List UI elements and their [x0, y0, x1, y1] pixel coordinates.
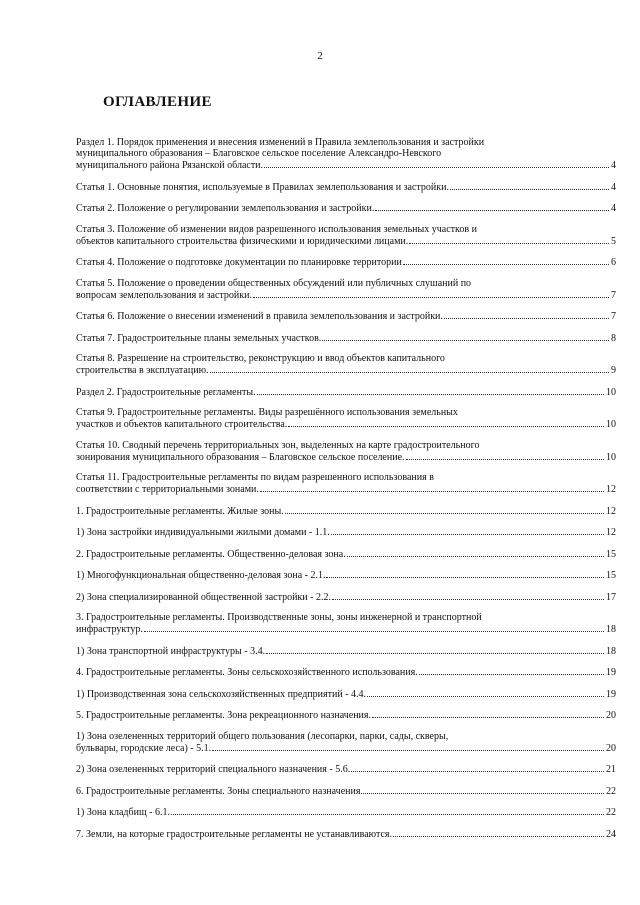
dot-leader [444, 310, 609, 319]
toc-page-number: 20 [606, 742, 616, 754]
toc-entry-leader-line [76, 806, 616, 818]
toc-entry-leader-line [76, 451, 616, 463]
toc-entry-leader-line [76, 289, 616, 301]
toc-entry-leader-line [76, 548, 616, 560]
dot-leader [260, 483, 604, 492]
dot-leader [406, 451, 604, 460]
toc-entry-text: 1) Зона кладбищ - 6.1. [76, 807, 170, 818]
toc-entry-text: 1) Зона транспортной инфраструктуры - 3.4. [76, 645, 266, 657]
toc-entry-text: вопросам землепользования и застройки. [76, 289, 252, 301]
toc-entry-text: участков и объектов капитального строительства. [76, 419, 288, 430]
toc-entry-text: строительства в эксплуатацию. [76, 365, 209, 376]
toc-entry[interactable] [76, 505, 616, 517]
dot-leader [210, 364, 609, 373]
toc-entry-text: Статья 1. Основные понятия, используемые в Правилах землепользования и застройки. [76, 181, 449, 193]
toc-entry-leader-line [76, 828, 616, 840]
toc-entry-text-line: Статья 9. Градостроительные регламенты. Виды разрешённого использования земельных [76, 407, 458, 418]
toc-entry-text: 5. Градостроительные регламенты. Зона рекреационного назначения. [76, 710, 371, 721]
toc-entry[interactable] [76, 137, 616, 171]
toc-page-number: 15 [606, 570, 616, 581]
toc-entry-leader-line [76, 310, 616, 322]
dot-leader [419, 666, 604, 675]
toc-entry-text-line: 3. Градостроительные регламенты. Производственные зоны, зоны инженерной и транспортной [76, 612, 482, 623]
toc-entry[interactable] [76, 386, 616, 398]
toc-entry-text: Статья 4. Положение о подготовке документации по планировке территории [76, 257, 402, 268]
toc-entry-text: муниципального района Рязанской области. [76, 160, 264, 171]
toc-entry-text: соответствии с территориальными зонами. [76, 484, 259, 495]
toc-page-number: 6 [611, 257, 616, 268]
toc-entry[interactable] [76, 181, 616, 193]
toc-entry-text: Статья 6. Положение о внесении изменений в правила землепользования и застройки. [76, 311, 443, 322]
toc-entry[interactable] [76, 806, 616, 818]
toc-page-number: 20 [606, 710, 616, 721]
toc-entry-text: инфраструктур. [76, 624, 143, 635]
toc-entry-text: 1) Производственная зона сельскохозяйственных предприятий - 4.4. [76, 688, 367, 700]
dot-leader [332, 591, 604, 600]
toc-page-number: 4 [611, 160, 616, 171]
dot-leader [171, 806, 604, 815]
toc-entry-text: 6. Градостроительные регламенты. Зоны специального назначения [76, 785, 361, 797]
toc-entry-text: 1) Зона застройки индивидуальными жилыми домами - 1.1. [76, 527, 330, 538]
toc-page-number: 18 [606, 645, 616, 657]
dot-leader [393, 828, 604, 837]
toc-entry-leader-line [76, 742, 616, 754]
dot-leader [450, 181, 609, 190]
toc-page-number: 22 [606, 807, 616, 818]
toc-entry-text: Раздел 2. Градостроительные регламенты. [76, 386, 256, 398]
toc-entry-text: 2) Зона озелененных территорий специального назначения - 5.6. [76, 764, 351, 775]
toc-page-number: 9 [611, 365, 616, 376]
toc-entry[interactable] [76, 256, 616, 268]
toc-entry-text-line: Статья 8. Разрешение на строительство, реконструкцию и ввод объектов капитального [76, 353, 445, 364]
dot-leader [264, 159, 609, 168]
toc-page-number: 17 [606, 591, 616, 603]
toc-entry[interactable] [76, 763, 616, 775]
dot-leader [285, 505, 604, 514]
toc-page-number: 19 [606, 667, 616, 678]
toc-entry[interactable] [76, 731, 616, 754]
toc-entry-leader-line [76, 709, 616, 721]
toc-entry-leader-line [76, 181, 616, 193]
dot-leader [212, 742, 604, 751]
toc-entry-text-line: Статья 10. Сводный перечень территориальных зон, выделенных на карте градостроительного [76, 439, 480, 451]
toc-entry[interactable] [76, 526, 616, 538]
toc-page-number: 8 [611, 332, 616, 344]
toc-entry[interactable] [76, 612, 616, 635]
dot-leader [266, 645, 604, 654]
toc-entry-text: 4. Градостроительные регламенты. Зоны сельскохозяйственного использования. [76, 667, 418, 678]
toc-page-number: 12 [606, 505, 616, 517]
toc-entry-text: бульвары, городские леса) - 5.1. [76, 742, 212, 754]
toc-entry[interactable] [76, 407, 616, 430]
dot-leader [361, 785, 604, 794]
toc-entry-text-line: Статья 3. Положение об изменении видов разрешенного использования земельных участков и [76, 223, 477, 235]
toc-entry[interactable] [76, 828, 616, 840]
toc-entry-text: Статья 2. Положение о регулировании землепользования и застройки. [76, 203, 375, 214]
toc-title: ОГЛАВЛЕНИЕ [103, 94, 212, 110]
toc-entry[interactable] [76, 785, 616, 797]
toc-entry[interactable] [76, 666, 616, 678]
toc-page-number: 22 [606, 785, 616, 797]
toc-entry-text-line: Раздел 1. Порядок применения и внесения изменений в Правила землепользования и застройки [76, 137, 485, 148]
page-number: 2 [317, 50, 323, 62]
toc-entry-text-line: муниципального образования – Благовское сельское поселение Александро-Невского [76, 148, 442, 159]
toc-entry[interactable] [76, 224, 616, 247]
dot-leader [144, 623, 604, 632]
toc-entry-text: зонирования муниципального образования – Благовское сельское поселение. [76, 451, 405, 463]
dot-leader [409, 235, 609, 244]
toc-entry-text: 2) Зона специализированной общественной застройки - 2.2. [76, 591, 331, 603]
toc-page-number: 12 [606, 527, 616, 538]
toc-entry[interactable] [76, 310, 616, 322]
toc-entry-leader-line [76, 159, 616, 171]
dot-leader [331, 526, 604, 535]
toc-page-number: 18 [606, 624, 616, 635]
toc-page-number: 12 [606, 484, 616, 495]
toc-entry[interactable] [76, 569, 616, 581]
toc-entry-leader-line [76, 202, 616, 214]
toc-entry[interactable] [76, 202, 616, 214]
dot-leader [403, 256, 609, 265]
toc-entry-text: Статья 7. Градостроительные планы земельных участков. [76, 332, 322, 344]
toc-entry-leader-line [76, 688, 616, 700]
toc-page-number: 21 [606, 764, 616, 775]
toc-entry-leader-line [76, 666, 616, 678]
toc-entry[interactable] [76, 472, 616, 495]
toc-entry-leader-line [76, 386, 616, 398]
toc-entry[interactable] [76, 688, 616, 700]
toc-entry-text-line: Статья 5. Положение о проведении общественных обсуждений или публичных слушаний по [76, 277, 472, 289]
toc-page-number: 19 [606, 688, 616, 700]
toc-page-number: 7 [611, 289, 616, 301]
toc-entry[interactable] [76, 353, 616, 376]
toc-entry-leader-line [76, 332, 616, 344]
toc-entry[interactable] [76, 591, 616, 603]
toc-entry-leader-line [76, 418, 616, 430]
toc-entry-leader-line [76, 569, 616, 581]
dot-leader [326, 569, 604, 578]
toc-entry-text: 1. Градостроительные регламенты. Жилые зоны. [76, 505, 284, 517]
dot-leader [367, 688, 604, 697]
toc-entry-leader-line [76, 645, 616, 657]
dot-leader [372, 709, 604, 718]
toc-entry-leader-line [76, 591, 616, 603]
toc-entry-text: 2. Градостроительные регламенты. Общественно-деловая зона. [76, 548, 346, 560]
toc-page-number: 24 [606, 828, 616, 840]
toc-entry-text: 7. Земли, на которые градостроительные регламенты не устанавливаются. [76, 828, 392, 840]
dot-leader [322, 332, 609, 341]
toc-page-number: 10 [606, 451, 616, 463]
toc-entry-text-line: 1) Зона озелененных территорий общего пользования (лесопарки, парки, сады, скверы, [76, 730, 449, 742]
dot-leader [253, 289, 609, 298]
toc-entry-text-line: Статья 11. Градостроительные регламенты по видам разрешенного использования в [76, 472, 434, 483]
toc-entry-leader-line [76, 526, 616, 538]
table-of-contents [76, 137, 616, 849]
dot-leader [288, 418, 604, 427]
toc-page-number: 7 [611, 311, 616, 322]
toc-page-number: 15 [606, 548, 616, 560]
dot-leader [351, 763, 604, 772]
toc-entry[interactable] [76, 709, 616, 721]
toc-entry-leader-line [76, 623, 616, 635]
toc-entry-leader-line [76, 505, 616, 517]
toc-entry[interactable] [76, 645, 616, 657]
dot-leader [347, 548, 604, 557]
toc-entry[interactable] [76, 332, 616, 344]
toc-entry-text: объектов капитального строительства физическими и юридическими лицами. [76, 235, 409, 247]
toc-entry-leader-line [76, 785, 616, 797]
dot-leader [257, 386, 604, 395]
dot-leader [375, 202, 609, 211]
toc-page-number: 4 [611, 181, 616, 193]
toc-entry-leader-line [76, 235, 616, 247]
toc-page-number: 10 [606, 419, 616, 430]
toc-entry-leader-line [76, 763, 616, 775]
toc-entry-text: 1) Многофункциональная общественно-деловая зона - 2.1. [76, 570, 326, 581]
toc-entry[interactable] [76, 440, 616, 463]
toc-entry-leader-line [76, 364, 616, 376]
toc-entry[interactable] [76, 548, 616, 560]
toc-page-number: 5 [611, 235, 616, 247]
toc-page-number: 10 [606, 386, 616, 398]
toc-entry[interactable] [76, 278, 616, 301]
toc-entry-leader-line [76, 256, 616, 268]
toc-entry-leader-line [76, 483, 616, 495]
toc-page-number: 4 [611, 203, 616, 214]
